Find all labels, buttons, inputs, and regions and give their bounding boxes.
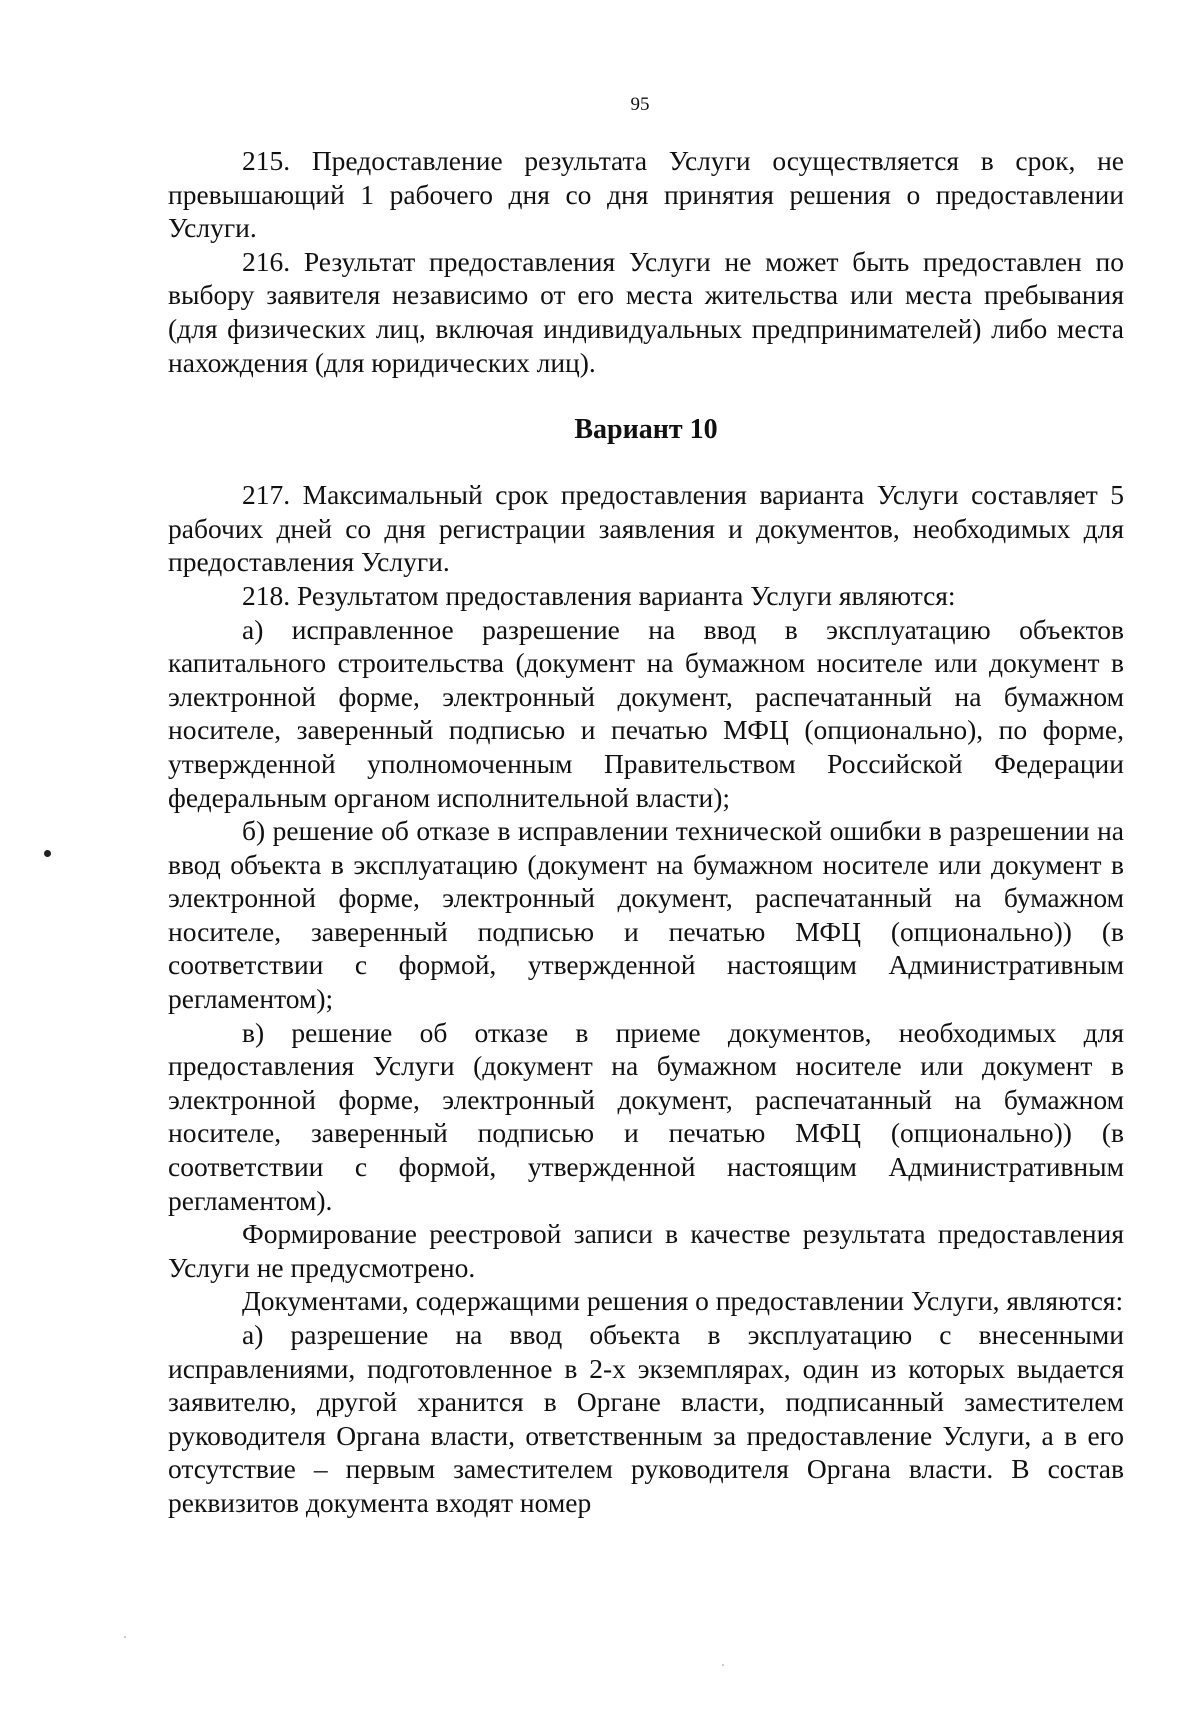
scan-speck <box>722 1664 724 1666</box>
page-number: 95 <box>630 94 650 115</box>
paragraph-documents-intro: Документами, содержащими решения о предоставлении Услуги, являются: <box>242 1285 1124 1317</box>
document-body <box>168 144 1124 1520</box>
paragraph-217: 217. Максимальный срок предоставления варианта Услуги составляет 5 рабочих дней со дня регистрации заявления и документов, необходимых для предоставления Услуги. <box>168 479 1124 578</box>
paragraph-documents-a: а) разрешение на ввод объекта в эксплуатацию с внесенными исправлениями, подготовленное в 2-х экземплярах, один из которых выдается заявителю, другой хранится в Органе власти, подписанный заместителем руководителя Органа власти, ответственным за предоставление Услуги, а в его отсутствие – первым заместителем руководителя Органа власти. В состав реквизитов документа входят номер <box>168 1319 1124 1518</box>
margin-dot-mark <box>44 850 51 857</box>
scan-speck <box>124 1636 126 1638</box>
paragraph-215: 215. Предоставление результата Услуги осуществляется в срок, не превышающий 1 рабочего дня со дня принятия решения о предоставлении Услуги. <box>168 145 1124 244</box>
paragraph-218-a: а) исправленное разрешение на ввод в эксплуатацию объектов капитального строительства (документ на бумажном носителе или документ в электронной форме, электронный документ, распечатанный на бумажном носителе, заверенный подписью и печатью МФЦ (опционально), по форме, утвержденной уполномоченным Правительством Российской Федерации федеральным органом исполнительной власти); <box>168 613 1124 813</box>
paragraph-218-b: б) решение об отказе в исправлении технической ошибки в разрешении на ввод объекта в эксплуатацию (документ на бумажном носителе или документ в электронной форме, электронный документ, распечатанный на бумажном носителе, заверенный подписью и печатью МФЦ (опционально)) (в соответствии с формой, утвержденной настоящим Административным регламентом); <box>168 815 1124 1015</box>
paragraph-216: 216. Результат предоставления Услуги не может быть предоставлен по выбору заявителя независимо от его места жительства или места пребывания (для физических лиц, включая индивидуальных предпринимателей) либо места нахождения (для юридических лиц). <box>168 245 1124 378</box>
section-heading: Вариант 10 <box>574 414 718 446</box>
paragraph-registry-note: Формирование реестровой записи в качестве результата предоставления Услуги не предусмотрено. <box>168 1218 1124 1283</box>
paragraph-218-v: в) решение об отказе в приеме документов, необходимых для предоставления Услуги (документ на бумажном носителе или документ в электронной форме, электронный документ, распечатанный на бумажном носителе, заверенный подписью и печатью МФЦ (опционально)) (в соответствии с формой, утвержденной настоящим Административным регламентом). <box>168 1016 1124 1216</box>
paragraph-218: 218. Результатом предоставления варианта Услуги являются: <box>242 579 956 611</box>
